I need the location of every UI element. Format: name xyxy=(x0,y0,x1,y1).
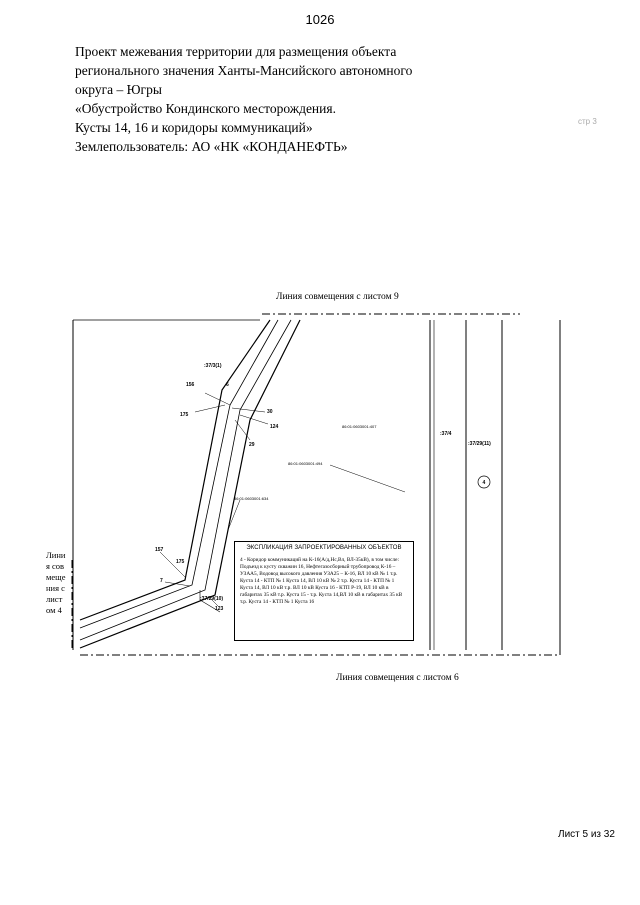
parcel-label: :37/4 xyxy=(440,431,452,437)
parcel-label: :37/29(11) xyxy=(468,441,491,447)
leader-line xyxy=(195,405,225,412)
header-line: Землепользователь: АО «НК «КОНДАНЕФТЬ» xyxy=(75,139,348,154)
point-label: 6 xyxy=(226,382,229,388)
point-label: 30 xyxy=(267,409,273,415)
parcel-label: :37/29(10) xyxy=(200,596,224,602)
object-number: 4 xyxy=(482,480,486,486)
header-line: регионального значения Ханты-Мансийского автономного xyxy=(75,63,413,78)
match-line-caption-left: Линия совмещения с листом 4 xyxy=(46,550,66,615)
leader-line xyxy=(228,500,240,530)
sheet-number: Лист 5 из 32 xyxy=(558,829,615,840)
header-line: Кусты 14, 16 и коридоры коммуникаций» xyxy=(75,120,313,135)
leader-line xyxy=(330,465,405,492)
page-number: 1026 xyxy=(305,12,335,27)
header-line: «Обустройство Кондинского месторождения. xyxy=(75,101,336,116)
point-label: 7 xyxy=(160,578,163,584)
point-label: 124 xyxy=(270,424,279,430)
leader-line xyxy=(205,393,230,405)
cadastral-number: 86:01:0603001:407 xyxy=(342,424,377,429)
header-line: Проект межевания территории для размещения объекта xyxy=(75,44,397,59)
cadastral-number: 86:01:0603001:634 xyxy=(234,496,269,501)
point-label: 157 xyxy=(155,547,164,553)
point-label: 175 xyxy=(180,412,189,418)
legend-item: 4 - Коридор коммуникаций на К-16(А/д,Нс,Вл, ВЛ-35кВ), в том числе: Подъезд к кусту скважин 16, Нефтегазосборный трубопровод К-16 – УЗАА5, Водовод высокого давления УЗА25 – К-16, ВЛ 10 кВ № 1 т.р. Куста 14 - КТП № 1 Куста 14, ВЛ 10 кВ № 2 т.р. Куста 14 - КТП № 1 Куста 14, ВЛ 10 кВ т.р. ВЛ 10 кВ Куста 16 - КТП Р-19, ВЛ 10 кВ в габаритах 35 кВ т.р. Куста 15 - т.р. Куста 14,ВЛ 10 кВ в габаритах 35 кВ т.р. Куста 14 - КТП № 1 Куста 16 xyxy=(240,557,403,605)
match-line-caption-top: Линия совмещения с листом 9 xyxy=(276,292,399,302)
header-line: округа – Югры xyxy=(75,82,162,97)
legend-title: ЭКСПЛИКАЦИЯ ЗАПРОЕКТИРОВАННЫХ ОБЪЕКТОВ xyxy=(246,545,402,551)
parcel-label: :37/3(1) xyxy=(204,363,222,369)
cadastral-number: 86:01:0603001:494 xyxy=(288,461,323,466)
match-line-caption-bottom: Линия совмещения с листом 6 xyxy=(336,673,459,683)
point-label: 175 xyxy=(176,559,185,565)
point-label: 123 xyxy=(215,606,224,612)
side-mark: стр 3 xyxy=(578,117,597,126)
leader-line xyxy=(232,408,265,412)
legend-box xyxy=(234,541,414,641)
leader-line xyxy=(240,415,268,424)
point-label: 29 xyxy=(249,442,255,448)
point-label: 156 xyxy=(186,382,195,388)
